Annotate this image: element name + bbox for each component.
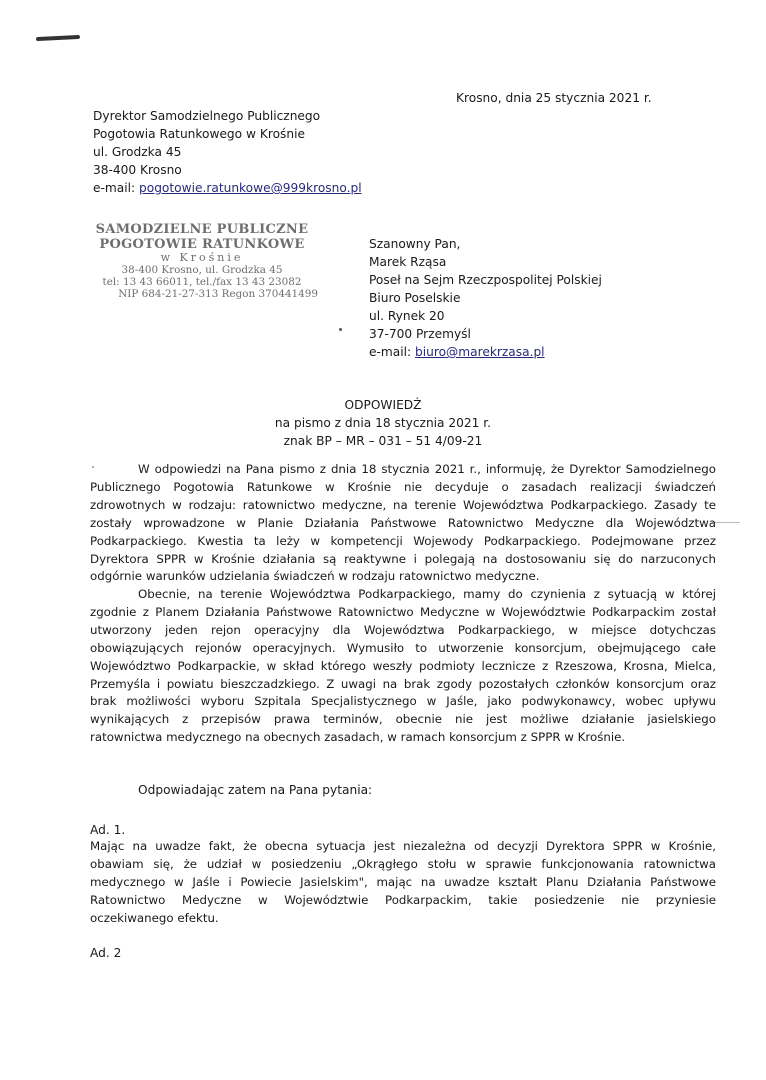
paragraph-line: brak możliwości wyboru Szpitala Specjalistycznego w Jaśle, jako podwykonawcy, wobec upływu: [90, 694, 716, 709]
section-ad1-text: [90, 838, 716, 928]
paragraph-line: zdrowotnych w rodzaju: ratownictwo medyczne, na terenie Województwa Podkarpackiego. Zasady te: [90, 497, 716, 512]
stamp-line: tel: 13 43 66011, tel./fax 13 43 23082: [102, 276, 302, 288]
letter-reference: na pismo z dnia 18 stycznia 2021 r.: [274, 416, 492, 430]
paragraph-line: Obecnie, na terenie Województwa Podkarpackiego, mamy do czynienia z sytuacją w której: [138, 587, 716, 601]
sender-email-line: [93, 180, 362, 197]
recipient-email-label: e-mail:: [369, 345, 415, 359]
body-paragraph-3: Odpowiadając zatem na Pana pytania:: [138, 783, 373, 797]
sender-email-link[interactable]: pogotowie.ratunkowe@999krosno.pl: [139, 181, 362, 195]
paragraph-line: Dyrektora SPPR w Krośnie działania są reaktywne i polegają na dostosowaniu się do narzuconych: [90, 551, 716, 566]
recipient-line: Biuro Poselskie: [369, 291, 461, 305]
recipient-line: Poseł na Sejm Rzeczpospolitej Polskiej: [369, 273, 602, 287]
section-heading-ad1: Ad. 1.: [90, 823, 126, 837]
letter-title: ODPOWIEDŹ: [344, 398, 422, 412]
recipient-email-line: [369, 344, 545, 361]
recipient-email-link[interactable]: biuro@marekrzasa.pl: [415, 345, 545, 359]
paragraph-line: utworzony jeden rejon operacyjny dla Województwa Podkarpackiego, w miejsce dotychczas: [90, 622, 716, 637]
body-paragraph-2: [90, 586, 716, 747]
stamp-line: w Krośnie: [160, 251, 244, 264]
stamp-line: 38-400 Krosno, ul. Grodzka 45: [121, 264, 283, 276]
paragraph-line: zostały wprowadzone w Planie Działania Państwowe Ratownictwo Medyczne dla Województwa: [90, 515, 716, 530]
paragraph-line: zgodnie z Planem Działania Państwowe Ratownictwo Medyczne w Województwie Podkarpackim został: [90, 604, 716, 619]
scan-mark: [712, 522, 740, 523]
ink-dot: [339, 328, 342, 331]
sender-email-label: e-mail:: [93, 181, 139, 195]
sender-line: ul. Grodzka 45: [93, 145, 182, 159]
paragraph-line: odgórnie warunków udzielania świadczeń w rodzaju ratownictwo medyczne.: [90, 569, 540, 584]
paragraph-line: Mając na uwadze fakt, że obecna sytuacja jest niezależna od decyzji Dyrektora SPPR w Krośnie,: [90, 839, 716, 853]
letter-sign: znak BP – MR – 031 – 51 4/09-21: [283, 434, 483, 448]
paragraph-line: medycznego w Jaśle i Powiecie Jasielskim", mając na uwadze kształt Planu Działania Państwowe: [90, 874, 716, 889]
stamp-line: NIP 684-21-27-313 Regon 370441499: [118, 288, 318, 300]
section-heading-ad2: Ad. 2: [90, 946, 122, 960]
paragraph-line: Publicznego Pogotowia Ratunkowe w Krośnie nie decyduje o zasadach realizacji świadczeń: [90, 479, 716, 494]
paragraph-line: wynikających z przepisów prawa terminów, obecnie nie jest możliwe działanie jasielskiego: [90, 712, 716, 727]
recipient-line: 37-700 Przemyśl: [369, 327, 471, 341]
sender-line: 38-400 Krosno: [93, 163, 182, 177]
recipient-line: Marek Rząsa: [369, 255, 447, 269]
institution-stamp: [86, 222, 318, 300]
paragraph-line: W odpowiedzi na Pana pismo z dnia 18 stycznia 2021 r., informuję, że Dyrektor Samodzielnego: [138, 462, 716, 476]
stamp-line: SAMODZIELNE PUBLICZNE: [95, 222, 309, 237]
paragraph-line: Podkarpackiego. Kwestia ta leży w kompetencji Wojewody Podkarpackiego. Podejmowane przez: [90, 533, 716, 548]
recipient-line: Szanowny Pan,: [369, 237, 461, 251]
paragraph-line: oczekiwanego efektu.: [90, 910, 219, 925]
paragraph-line: Województwo Podkarpackie, w skład którego weszły podmioty lecznicze z Rzeszowa, Krosna, Mielca,: [90, 658, 716, 673]
paragraph-line: ratownictwa medycznego na obecnych zasadach, w ramach konsorcjum z SPPR w Krośnie.: [90, 730, 626, 745]
sender-line: Pogotowia Ratunkowego w Krośnie: [93, 127, 305, 141]
pen-stroke-mark: [36, 35, 80, 41]
body-paragraph-1: [90, 461, 716, 586]
recipient-line: ul. Rynek 20: [369, 309, 445, 323]
stamp-line: POGOTOWIE RATUNKOWE: [99, 237, 305, 252]
paragraph-line: obowiązujących rejonów operacyjnych. Wymusiło to utworzenie konsorcjum, obejmującego całe: [90, 640, 716, 655]
paragraph-line: Ratownictwo Medyczne w Województwie Podkarpackim, takie posiedzenie nie przyniesie: [90, 892, 716, 907]
paragraph-line: Przemyśla i powiatu bieszczadzkiego. Z uwagi na brak zgody pozostałych członków konsorcjum oraz: [90, 676, 716, 691]
paragraph-line: obawiam się, że udział w posiedzeniu „Okrągłego stołu w sprawie funkcjonowania ratownictwa: [90, 856, 716, 871]
sender-line: Dyrektor Samodzielnego Publicznego: [93, 109, 321, 123]
place-date: Krosno, dnia 25 stycznia 2021 r.: [456, 91, 652, 105]
